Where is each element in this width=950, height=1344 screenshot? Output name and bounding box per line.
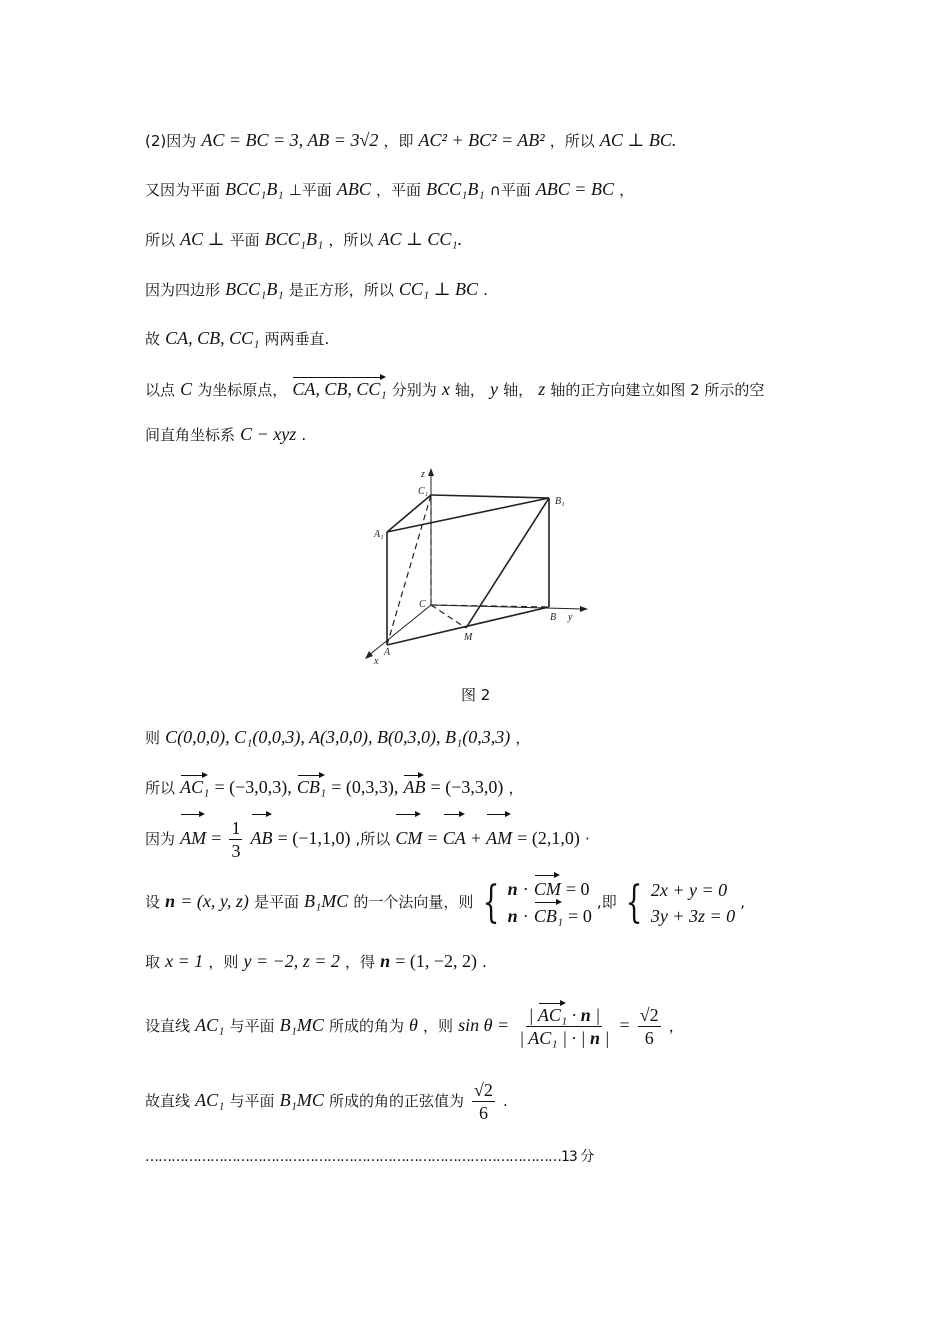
equation-row: 2x + y = 0 [650, 879, 728, 900]
label-b1: B₁ [555, 496, 565, 507]
bar: | [590, 1005, 601, 1025]
equation-row: 3y + 3z = 0 [650, 905, 736, 926]
vector-am: AM [180, 815, 206, 861]
text: ，所以 [549, 132, 595, 150]
text: 轴， [454, 381, 485, 399]
label-c: C [419, 599, 426, 610]
math: BCC₁B₁ [426, 179, 485, 199]
equation-system-2 [651, 877, 735, 929]
proof-line-2 [145, 178, 634, 201]
edge-m-b1 [466, 498, 549, 628]
bar: | [599, 1028, 610, 1048]
math: BCC₁B₁ [225, 279, 284, 299]
text: 以点 [145, 381, 176, 399]
math: = (0,3,3), [331, 777, 399, 797]
text: 设直线 [145, 1017, 191, 1035]
math: = 0 [565, 878, 590, 899]
text: 平面 [229, 231, 260, 249]
denominator: 6 [478, 1103, 488, 1123]
text: 是正方形，所以 [288, 281, 394, 299]
math: B₁MC [279, 1090, 324, 1110]
text: 设 [145, 893, 161, 911]
x-arrow [365, 651, 373, 659]
vector-cm: CM [534, 876, 561, 902]
math: = (x, y, z) [180, 891, 249, 911]
label-c1: C₁ [418, 486, 429, 497]
text: 所以 [145, 779, 176, 797]
edge-c-m-dashed [431, 605, 466, 628]
text: · [584, 830, 590, 848]
math: y = −2, z = 2 [243, 951, 340, 971]
text: ,所以 [355, 830, 391, 848]
text: 轴， [503, 381, 534, 399]
text: 则 [145, 729, 161, 747]
math: ABC [336, 179, 371, 199]
math: BCC₁B₁ [264, 229, 324, 249]
n: n [580, 1005, 591, 1025]
text: ， [508, 779, 524, 797]
fraction-root2-over-6 [638, 1004, 661, 1049]
math: AC² + BC² = AB² [418, 130, 545, 150]
text: 与平面 [229, 1092, 275, 1110]
text: 为坐标原点， [197, 381, 288, 399]
math: BCC₁B₁ [225, 179, 284, 199]
normal-vector-n: n [380, 951, 391, 971]
numerator: 1 [231, 818, 241, 838]
proof-line-11 [145, 873, 745, 930]
math: C [180, 379, 193, 399]
math: = (1, −2, 2) [395, 951, 477, 971]
text: 又因为平面 [145, 181, 221, 199]
math: + [470, 828, 482, 848]
label-x: x [374, 656, 379, 667]
z-arrow [428, 468, 434, 476]
text: 所以 [145, 231, 176, 249]
vector-cb1: CB₁ [534, 903, 563, 929]
math: = (2,1,0) [517, 828, 580, 848]
text: 间直角坐标系 [145, 426, 236, 444]
text: 取 [145, 953, 161, 971]
math: = (−1,1,0) [277, 828, 351, 848]
edge-a1-b1 [387, 498, 549, 532]
label-a: A [384, 647, 391, 658]
text: ， [668, 1017, 684, 1035]
math: B₁MC [279, 1015, 324, 1035]
left-brace: { [482, 876, 499, 928]
equation-row [508, 876, 592, 903]
text: 所成的角的正弦值为 [328, 1092, 464, 1110]
n: n [507, 905, 518, 926]
text: ，得 [344, 953, 375, 971]
math: AC ⊥ CC₁. [378, 229, 463, 249]
numerator [526, 1004, 602, 1027]
left-brace: { [625, 876, 643, 928]
proof-line-14 [145, 1075, 508, 1126]
proof-line-6 [145, 378, 764, 401]
label-a1: A₁ [374, 529, 384, 540]
text: ,即 [596, 893, 617, 911]
proof-line-7 [145, 423, 306, 446]
dot: · [567, 1005, 581, 1025]
proof-line-9 [145, 776, 523, 799]
text: ，则 [208, 953, 239, 971]
denominator: 3 [231, 841, 241, 861]
denominator: 6 [644, 1028, 654, 1048]
x-axis [368, 605, 431, 656]
equation-row [508, 903, 592, 930]
math: AC₁ [195, 1090, 225, 1110]
vector-ac1: AC₁ [537, 1005, 568, 1025]
proof-line-12 [145, 950, 487, 973]
vector-ab: AB [403, 777, 426, 797]
math: | AC₁ | · | [519, 1028, 590, 1048]
text: . [503, 1092, 508, 1110]
text: ⊥平面 [288, 181, 332, 199]
math: C(0,0,0), C₁(0,0,3), A(3,0,0), B(0,3,0), B₁(0,3,3) [165, 727, 511, 747]
vector-ca: CA [443, 815, 466, 861]
text: 与平面 [229, 1017, 275, 1035]
score-line: ……………………………………………………………………………………13 分 [145, 1149, 594, 1165]
text: ， [515, 729, 531, 747]
edge-a1-c1 [387, 495, 431, 532]
vector-ca-cb-cc1: CA, CB, CC₁ [292, 379, 387, 399]
fraction-one-third [229, 817, 242, 862]
dot: · [522, 905, 529, 926]
math: AC ⊥ [180, 229, 225, 249]
vector-cm: CM [395, 815, 422, 861]
math: = 0 [568, 905, 592, 926]
text: , [740, 893, 746, 911]
equation-system-1 [508, 876, 592, 930]
math: = [427, 828, 438, 848]
proof-line-1 [145, 129, 676, 152]
text: 因为 [145, 830, 176, 848]
label-m: M [464, 632, 473, 643]
text: 的一个法向量，则 [353, 893, 474, 911]
text: 两两垂直. [264, 330, 330, 348]
math: CA, CB, CC₁ [165, 328, 260, 348]
math: ABC = BC [535, 179, 614, 199]
text: (2)因为 [145, 132, 197, 150]
math: AC = BC = 3, AB = 3√2 [201, 130, 379, 150]
text: ∩平面 [489, 181, 531, 199]
label-z: z [421, 469, 425, 480]
text: 故 [145, 330, 161, 348]
proof-line-4 [145, 278, 488, 301]
dot: · [522, 878, 529, 899]
text: 是平面 [253, 893, 299, 911]
prism-figure [355, 460, 605, 670]
math: AC₁ [195, 1015, 225, 1035]
math: x = 1 [165, 951, 204, 971]
text: 所成的角为 [328, 1017, 404, 1035]
text: . [301, 426, 307, 444]
text: . [483, 281, 488, 299]
proof-line-10 [145, 815, 590, 862]
label-b: B [550, 612, 557, 623]
math: = [619, 1015, 630, 1035]
text: . [482, 953, 487, 971]
vector-cb1: CB₁ [296, 777, 327, 797]
text: 轴的正方向建立如图 2 所示的空 [550, 381, 765, 399]
math: = (−3,0,3), [214, 777, 292, 797]
vector-ac1: AC₁ [180, 777, 210, 797]
label-y: y [568, 612, 573, 623]
vector-am: AM [486, 815, 512, 861]
n: n [507, 878, 518, 899]
math: y [490, 379, 499, 399]
n: n [589, 1028, 600, 1048]
fraction-sin-theta [517, 1004, 611, 1049]
text: ，所以 [328, 231, 374, 249]
edge-c1-b1 [431, 495, 549, 498]
math: = (−3,3,0) [430, 777, 504, 797]
y-arrow [580, 606, 588, 612]
proof-line-13 [145, 1000, 684, 1051]
proof-line-5 [145, 327, 329, 350]
text: ， [619, 181, 635, 199]
text: 故直线 [145, 1092, 191, 1110]
math: θ [409, 1015, 418, 1035]
proof-line-8 [145, 726, 530, 749]
vector-ab: AB [251, 815, 273, 861]
math: C − xyz [240, 424, 297, 444]
normal-vector-n: n [165, 891, 176, 911]
math: x [441, 379, 450, 399]
proof-line-3 [145, 228, 462, 251]
text: ，即 [383, 132, 414, 150]
math: B₁MC [304, 891, 349, 911]
math: = [211, 828, 222, 848]
denominator [517, 1027, 611, 1049]
math: z [538, 379, 546, 399]
text: 分别为 [391, 381, 437, 399]
figure-caption: 图 2 [461, 686, 491, 704]
text: 因为四边形 [145, 281, 221, 299]
text: ，则 [422, 1017, 453, 1035]
fraction-root2-over-6 [472, 1079, 495, 1124]
math: AC ⊥ BC. [599, 130, 677, 150]
bar: | [528, 1005, 538, 1025]
numerator: √2 [639, 1005, 659, 1025]
math: sin θ = [458, 1015, 510, 1035]
math: CC₁ ⊥ BC [398, 279, 479, 299]
text: ，平面 [376, 181, 422, 199]
numerator: √2 [474, 1080, 493, 1100]
